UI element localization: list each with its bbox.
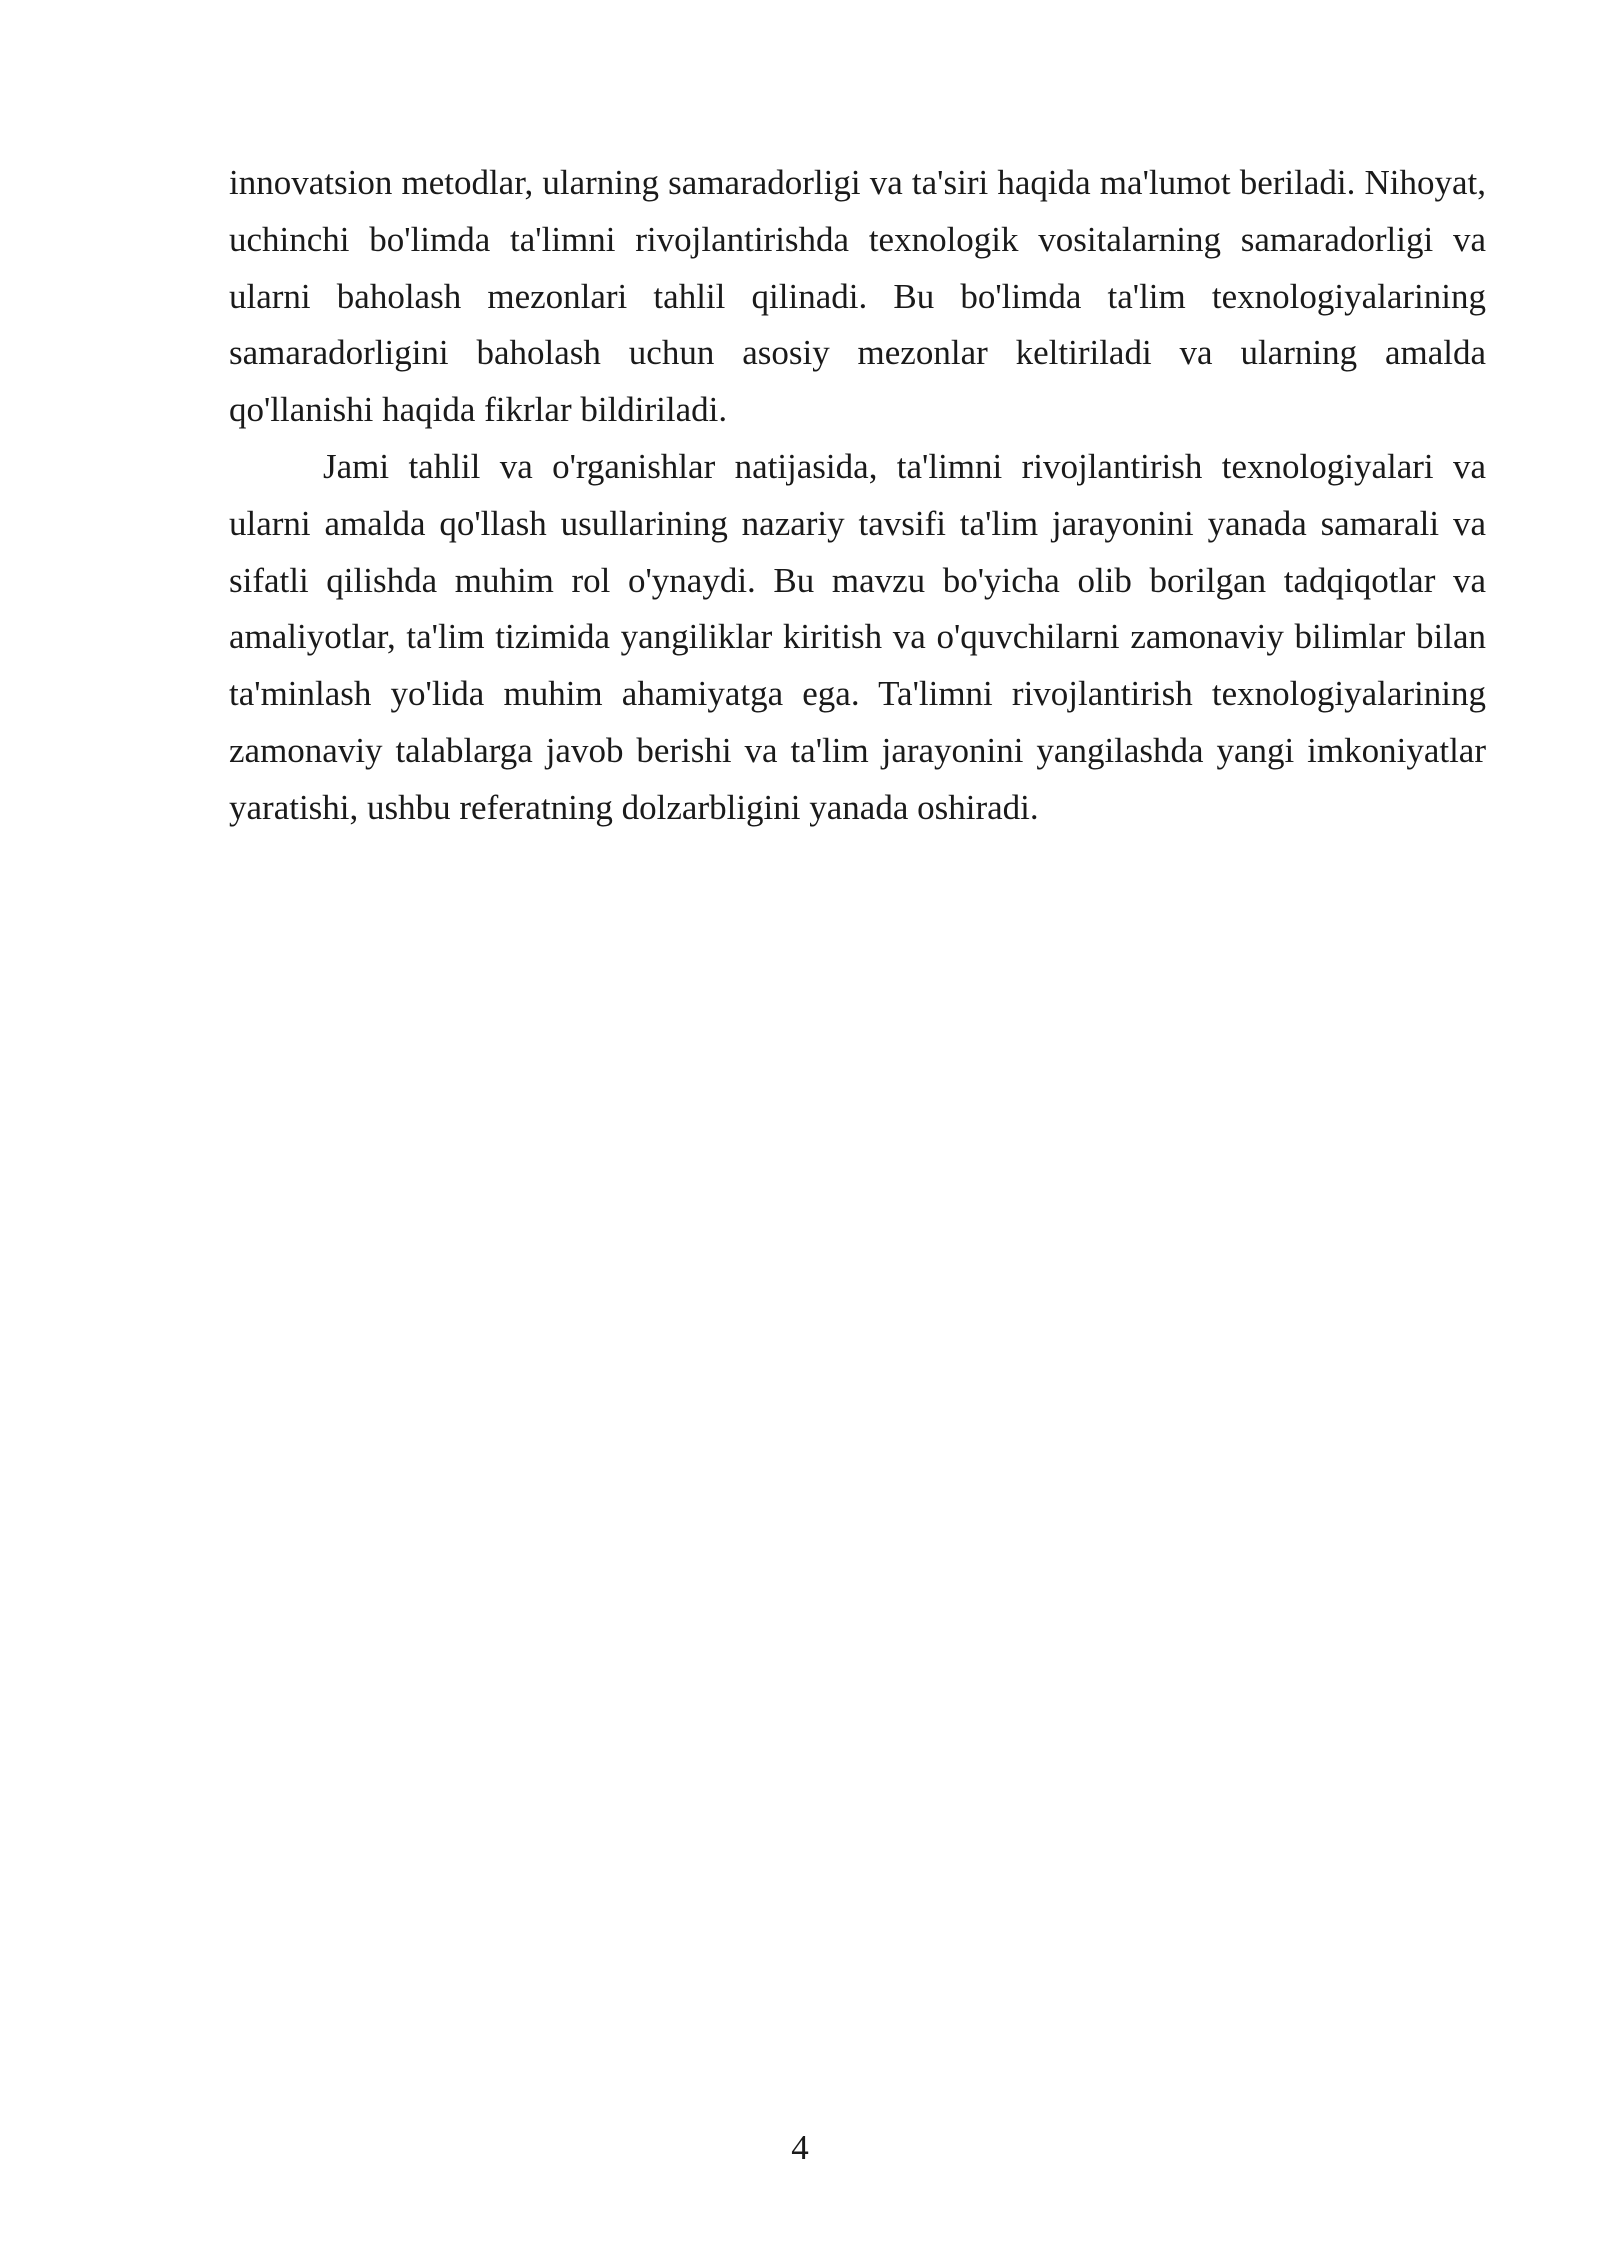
body-text	[229, 155, 1486, 837]
paragraph-continuation: innovatsion metodlar, ularning samaradorligi va ta'siri haqida ma'lumot beriladi. Nihoyat, uchinchi bo'limda ta'limni rivojlantirishda texnologik vositalarning samaradorligi va ularni baholash mezonlari tahlil qilinadi. Bu bo'limda ta'lim texnologiyalarining samaradorligini baholash uchun asosiy mezonlar keltiriladi va ularning amalda qo'llanishi haqida fikrlar bildiriladi.	[229, 163, 1486, 430]
paragraph-conclusion: Jami tahlil va o'rganishlar natijasida, ta'limni rivojlantirish texnologiyalari va ularni amalda qo'llash usullarining nazariy tavsifi ta'lim jarayonini yanada samarali va sifatli qilishda muhim rol o'ynaydi. Bu mavzu bo'yicha olib borilgan tadqiqotlar va amaliyotlar, ta'lim tizimida yangiliklar kiritish va o'quvchilarni zamonaviy bilimlar bilan ta'minlash yo'lida muhim ahamiyatga ega. Ta'limni rivojlantirish texnologiyalarining zamonaviy talablarga javob berishi va ta'lim jarayonini yangilashda yangi imkoniyatlar yaratishi, ushbu referatning dolzarbligini yanada oshiradi.	[229, 446, 1486, 827]
page-number: 4	[791, 2128, 809, 2167]
